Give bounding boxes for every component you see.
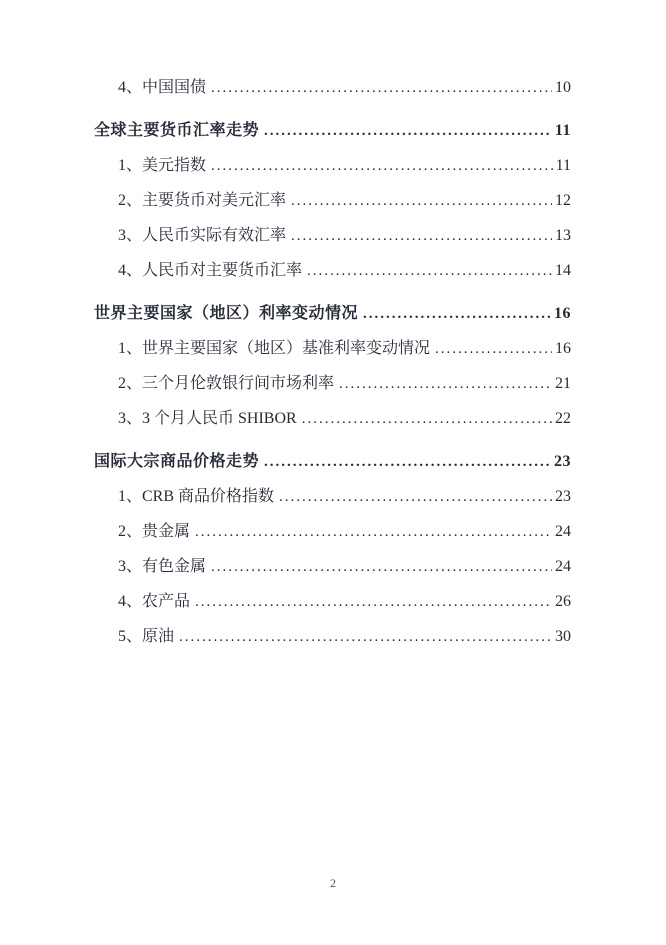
toc-sub-entry[interactable]: [94, 619, 571, 654]
toc-sub-entry[interactable]: [94, 218, 571, 253]
toc-entry-label: 3、人民币实际有效汇率: [118, 227, 287, 244]
toc-leader-dots: [339, 367, 552, 402]
toc-entry-label: 国际大宗商品价格走势: [94, 453, 260, 470]
toc-entry-label: 1、CRB 商品价格指数: [118, 488, 275, 505]
toc-sub-entry[interactable]: [94, 148, 571, 183]
toc-entry-page: 11: [555, 157, 571, 174]
toc-sub-entry[interactable]: [94, 584, 571, 619]
toc-leader-dots: [302, 402, 552, 437]
toc-leader-dots: [307, 254, 552, 289]
toc-sub-entry[interactable]: [94, 331, 571, 366]
toc-leader-dots: [195, 515, 552, 550]
toc-sub-entry[interactable]: [94, 366, 571, 401]
toc-entry-page: 16: [554, 305, 571, 322]
toc-entry-page: 23: [554, 453, 571, 470]
toc-entry-label: 3、3 个月人民币 SHIBOR: [118, 410, 297, 427]
toc-entry-page: 13: [555, 227, 571, 244]
toc-entry-page: 16: [555, 340, 571, 357]
toc-entry-page: 26: [555, 593, 571, 610]
toc-leader-dots: [363, 297, 551, 332]
toc-sub-entry[interactable]: [94, 183, 571, 218]
toc-sub-entry[interactable]: [94, 253, 571, 288]
toc-entry-page: 30: [555, 628, 571, 645]
toc-entry-label: 4、农产品: [118, 593, 191, 610]
toc-leader-dots: [291, 184, 552, 219]
toc-leader-dots: [195, 585, 552, 620]
toc-entry-page: 24: [555, 523, 571, 540]
toc-entry-label: 1、世界主要国家（地区）基准利率变动情况: [118, 340, 431, 357]
toc-entry-label: 1、美元指数: [118, 157, 207, 174]
toc-entry-page: 12: [555, 192, 571, 209]
toc-entry-label: 2、贵金属: [118, 523, 191, 540]
page-number-footer: 2: [330, 876, 336, 890]
toc-entry-label: 2、主要货币对美元汇率: [118, 192, 287, 209]
toc-entry-label: 5、原油: [118, 628, 175, 645]
toc-entry-page: 11: [554, 122, 571, 139]
toc-entry-label: 4、中国国债: [118, 79, 207, 96]
toc-entry-label: 全球主要货币汇率走势: [94, 122, 260, 139]
toc-leader-dots: [291, 219, 552, 254]
toc-leader-dots: [211, 71, 552, 106]
toc-leader-dots: [264, 445, 551, 480]
toc-list: [94, 70, 571, 654]
toc-entry-page: 24: [555, 558, 571, 575]
toc-entry-page: 21: [555, 375, 571, 392]
toc-entry-page: 23: [555, 488, 571, 505]
toc-leader-dots: [179, 620, 552, 655]
toc-entry-label: 世界主要国家（地区）利率变动情况: [94, 305, 359, 322]
toc-leader-dots: [211, 550, 552, 585]
toc-sub-entry[interactable]: [94, 514, 571, 549]
toc-leader-dots: [211, 149, 553, 184]
toc-sub-entry[interactable]: [94, 549, 571, 584]
toc-entry-label: 3、有色金属: [118, 558, 207, 575]
toc-entry-page: 22: [555, 410, 571, 427]
toc-heading-entry[interactable]: [94, 296, 571, 331]
toc-entry-label: 4、人民币对主要货币汇率: [118, 262, 303, 279]
toc-sub-entry[interactable]: [94, 70, 571, 105]
toc-sub-entry[interactable]: [94, 479, 571, 514]
toc-entry-page: 10: [555, 79, 571, 96]
toc-heading-entry[interactable]: [94, 113, 571, 148]
toc-leader-dots: [279, 480, 552, 515]
toc-heading-entry[interactable]: [94, 444, 571, 479]
toc-sub-entry[interactable]: [94, 401, 571, 436]
toc-entry-page: 14: [555, 262, 571, 279]
toc-leader-dots: [435, 332, 552, 367]
toc-entry-label: 2、三个月伦敦银行间市场利率: [118, 375, 335, 392]
toc-leader-dots: [264, 114, 552, 149]
